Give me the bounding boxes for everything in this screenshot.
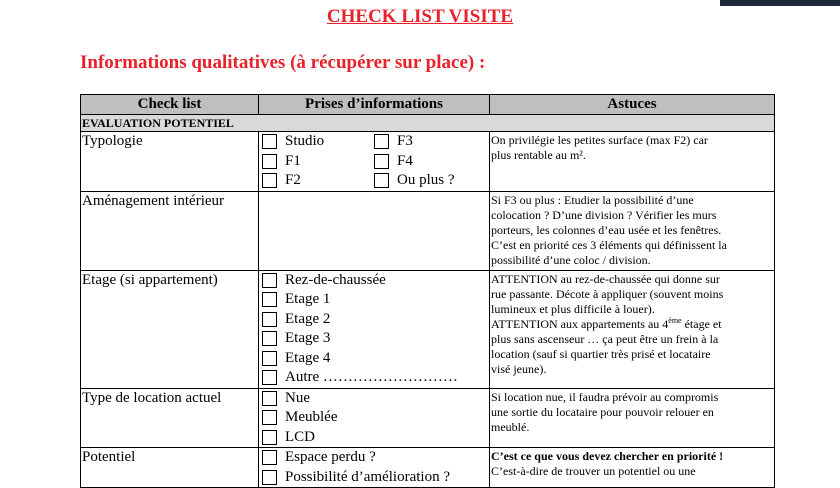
options-etage <box>259 270 490 388</box>
option-studio[interactable]: Studio <box>262 132 374 152</box>
checkbox-f2[interactable] <box>262 173 277 188</box>
tips-etage: ATTENTION au rez-de-chaussée qui donne sur rue passante. Décote à appliquer (souvent moins lumineux et plus difficile à louer). ATTENTION aux appartements au 4ème étage et plus sans ascenseur … ça peut être un frein à la location (sauf si quartier très prisé et locataire visé jeune). <box>490 270 775 388</box>
row-label-typologie: Typologie <box>81 132 259 192</box>
checkbox-etage-2[interactable] <box>262 312 277 327</box>
row-type-location <box>81 388 775 448</box>
checkbox-ou-plus[interactable] <box>374 173 389 188</box>
checkbox-f4[interactable] <box>374 154 389 169</box>
row-etage <box>81 270 775 388</box>
option-f1[interactable]: F1 <box>262 152 374 172</box>
option-f2[interactable]: F2 <box>262 171 374 191</box>
checkbox-studio[interactable] <box>262 134 277 149</box>
checkbox-nue[interactable] <box>262 391 277 406</box>
option-nue[interactable]: Nue <box>262 389 489 409</box>
header-prises-informations: Prises d’informations <box>259 95 490 115</box>
option-autre[interactable]: Autre ……………………… <box>262 368 489 388</box>
checkbox-etage-1[interactable] <box>262 292 277 307</box>
row-potentiel <box>81 448 775 488</box>
option-etage-2[interactable]: Etage 2 <box>262 310 489 330</box>
option-rez-de-chaussee[interactable]: Rez-de-chaussée <box>262 271 489 291</box>
option-etage-3[interactable]: Etage 3 <box>262 329 489 349</box>
row-amenagement-interieur <box>81 191 775 270</box>
option-etage-1[interactable]: Etage 1 <box>262 290 489 310</box>
checkbox-espace-perdu[interactable] <box>262 450 277 465</box>
option-espace-perdu[interactable]: Espace perdu ? <box>262 448 489 468</box>
checkbox-f1[interactable] <box>262 154 277 169</box>
tips-typologie: On privilégie les petites surface (max F2) car plus rentable au m². <box>490 132 775 192</box>
checkbox-autre[interactable] <box>262 370 277 385</box>
checkbox-f3[interactable] <box>374 134 389 149</box>
row-typologie <box>81 132 775 192</box>
tips-type-location: Si location nue, il faudra prévoir au compromis une sortie du locataire pour pouvoir relouer en meublé. <box>490 388 775 448</box>
option-ou-plus[interactable]: Ou plus ? <box>374 171 489 191</box>
options-typologie <box>259 132 490 192</box>
checkbox-possibilite-amelioration[interactable] <box>262 470 277 485</box>
options-type-location <box>259 388 490 448</box>
tips-amenagement: Si F3 ou plus : Etudier la possibilité d’une colocation ? D’une division ? Vérifier les murs porteurs, les colonnes d’eau usée et les fenêtres. C’est en priorité ces 3 éléments qui définissent la possibilité d’une coloc / division. <box>490 191 775 270</box>
checkbox-lcd[interactable] <box>262 430 277 445</box>
section-title: Informations qualitatives (à récupérer sur place) : <box>80 52 486 73</box>
checkbox-meublee[interactable] <box>262 410 277 425</box>
option-possibilite-amelioration[interactable]: Possibilité d’amélioration ? <box>262 468 489 488</box>
header-astuces: Astuces <box>490 95 775 115</box>
options-amenagement[interactable] <box>259 191 490 270</box>
checklist-table <box>80 94 775 488</box>
document-title: CHECK LIST VISITE <box>326 6 514 27</box>
row-label-type-location: Type de location actuel <box>81 388 259 448</box>
checkbox-rez-de-chaussee[interactable] <box>262 273 277 288</box>
option-etage-4[interactable]: Etage 4 <box>262 349 489 369</box>
row-label-potentiel: Potentiel <box>81 448 259 488</box>
tip-line-4eme-etage: ATTENTION aux appartements au 4ème étage et <box>491 315 722 331</box>
row-label-etage: Etage (si appartement) <box>81 270 259 388</box>
header-check-list: Check list <box>81 95 259 115</box>
category-evaluation-potentiel: EVALUATION POTENTIEL <box>81 115 775 132</box>
checkbox-etage-4[interactable] <box>262 351 277 366</box>
option-f3[interactable]: F3 <box>374 132 489 152</box>
option-meublee[interactable]: Meublée <box>262 408 489 428</box>
category-row <box>81 115 775 132</box>
option-f4[interactable]: F4 <box>374 152 489 172</box>
option-lcd[interactable]: LCD <box>262 428 489 448</box>
options-potentiel <box>259 448 490 488</box>
checkbox-etage-3[interactable] <box>262 331 277 346</box>
tips-potentiel: C’est ce que vous devez chercher en priorité ! C’est-à-dire de trouver un potentiel ou une <box>490 448 775 488</box>
row-label-amenagement: Aménagement intérieur <box>81 191 259 270</box>
header-row <box>81 95 775 115</box>
